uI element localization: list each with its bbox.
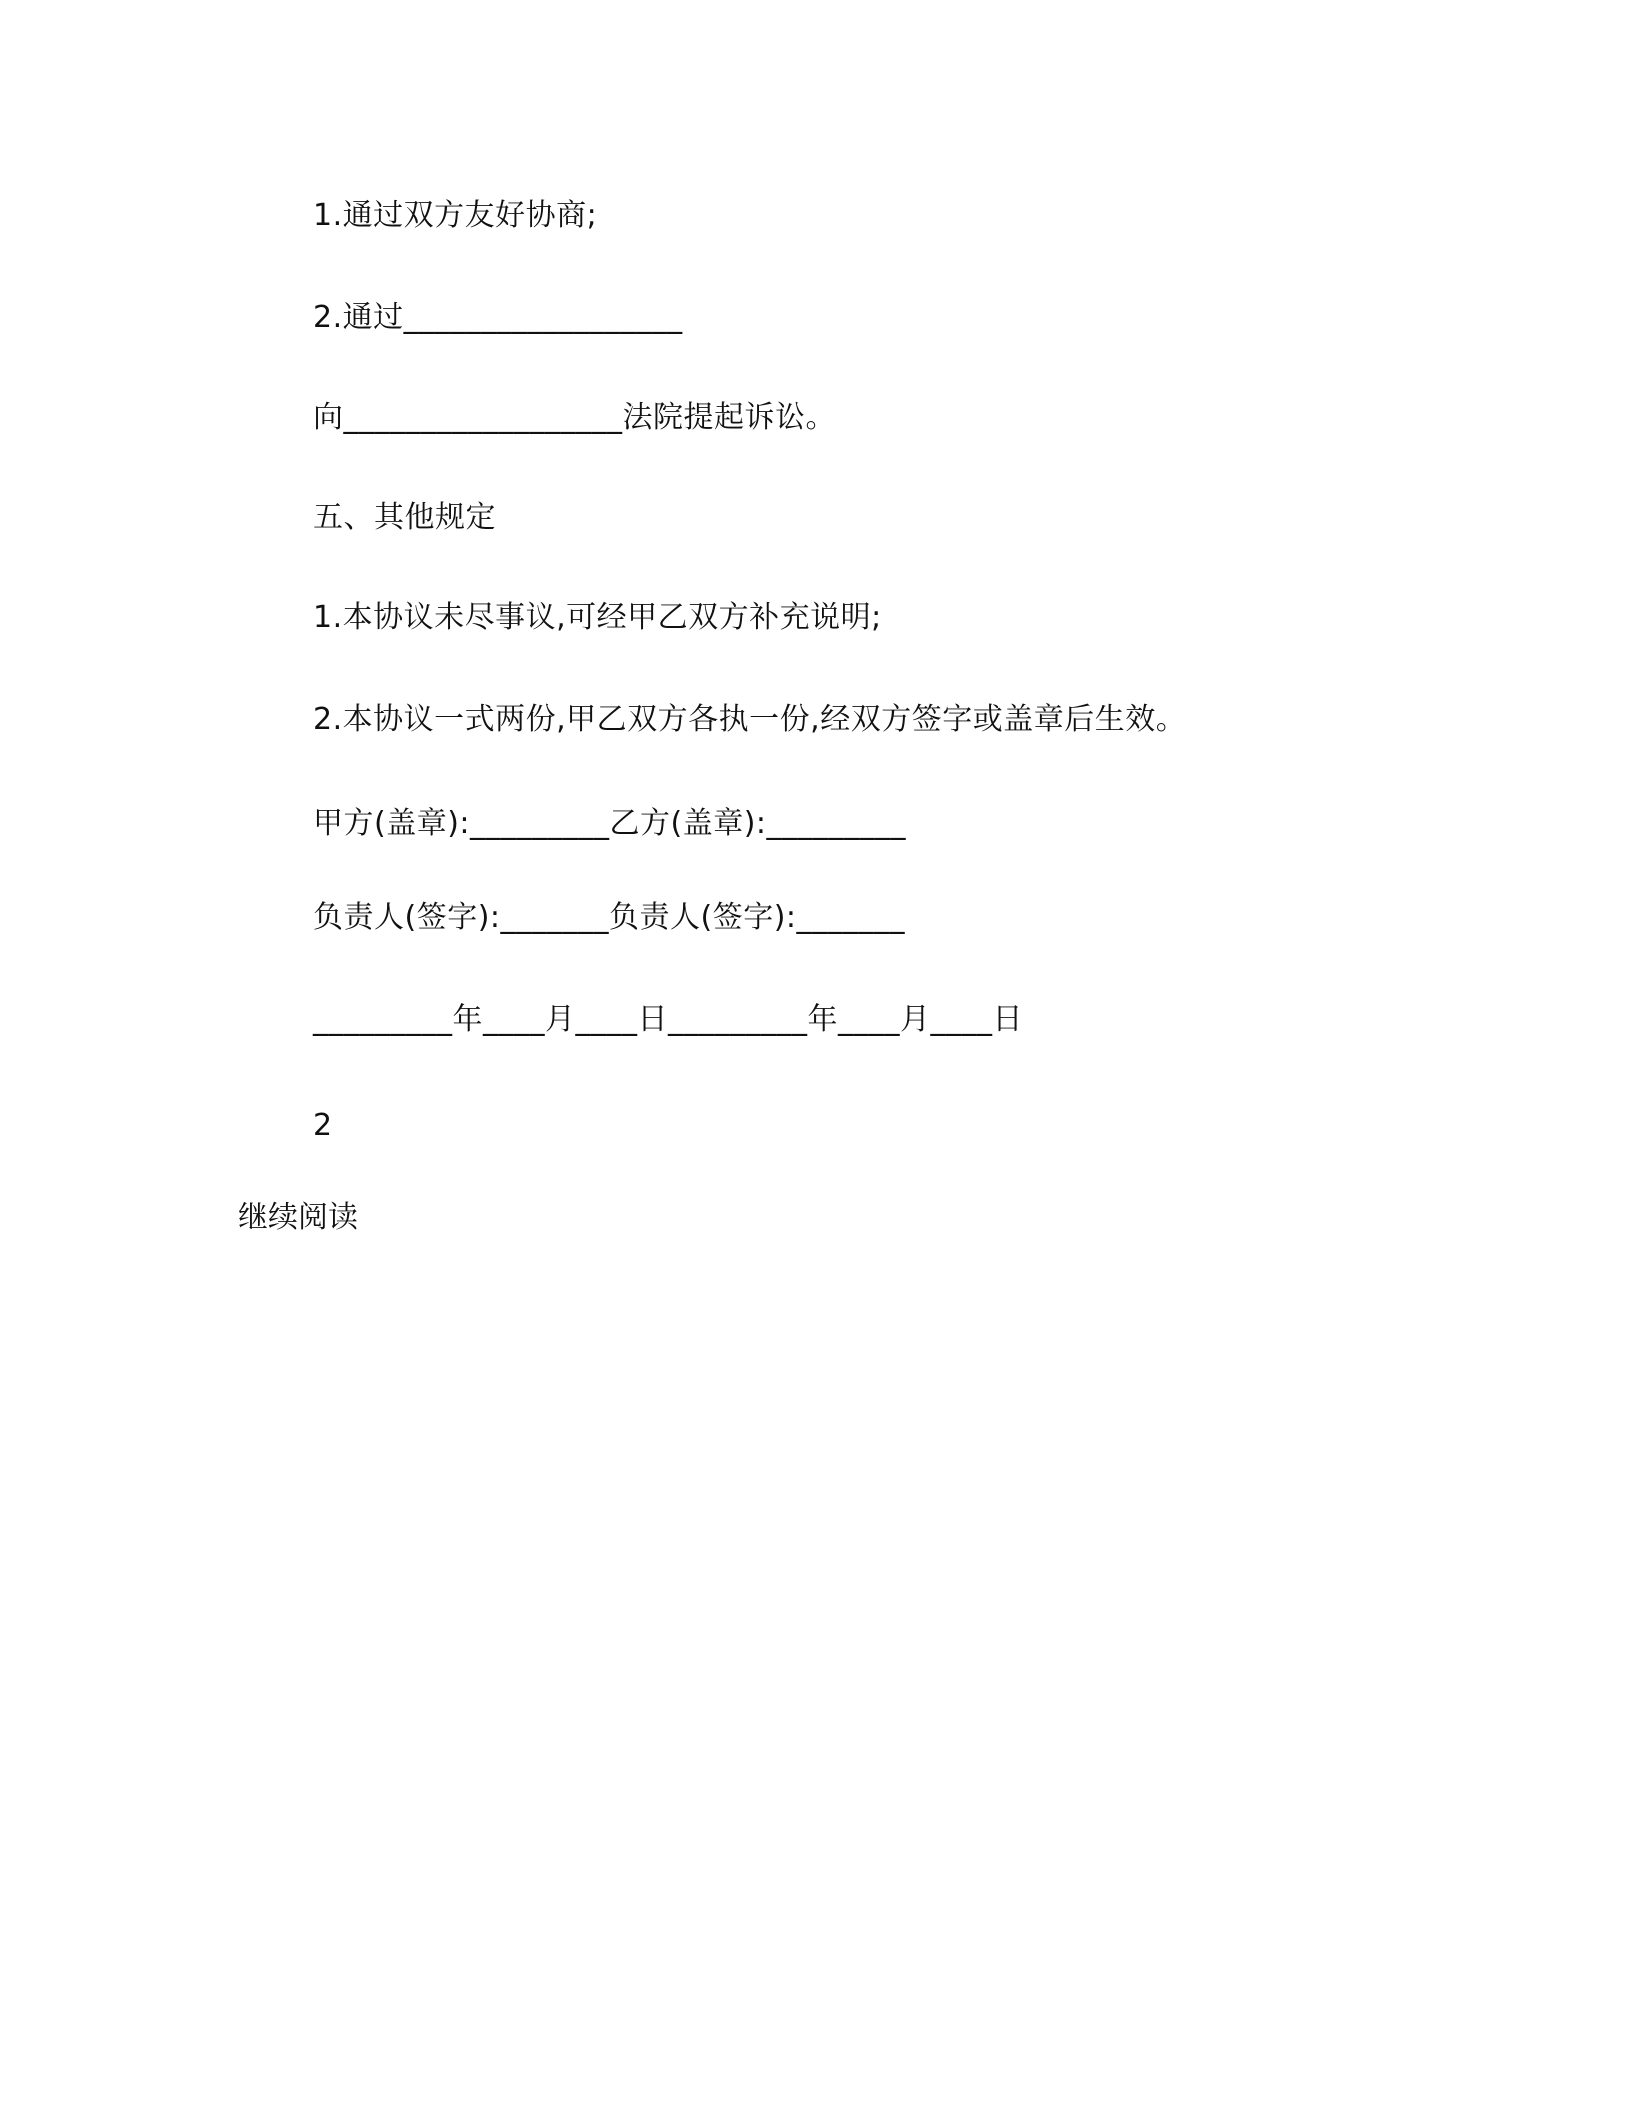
provision-2-copies: 2.本协议一式两份,甲乙双方各执一份,经双方签字或盖章后生效。 [313,702,1187,737]
clause-court-litigation: 向__________________法院提起诉讼。 [313,400,836,435]
date-line: _________年____月____日_________年____月____日 [313,1002,1023,1037]
provision-1-supplement: 1.本协议未尽事议,可经甲乙双方补充说明; [313,600,882,635]
continue-reading-link[interactable]: 继续阅读 [238,1200,358,1235]
section-heading-other-provisions: 五、其他规定 [313,500,496,535]
party-seal-line: 甲方(盖章):_________乙方(盖章):_________ [313,806,907,841]
clause-1-negotiation: 1.通过双方友好协商; [313,198,598,233]
clause-2-arbitration-blank: 2.通过__________________ [313,300,683,335]
page-number: 2 [313,1108,333,1143]
signatory-line: 负责人(签字):_______负责人(签字):_______ [313,900,906,935]
